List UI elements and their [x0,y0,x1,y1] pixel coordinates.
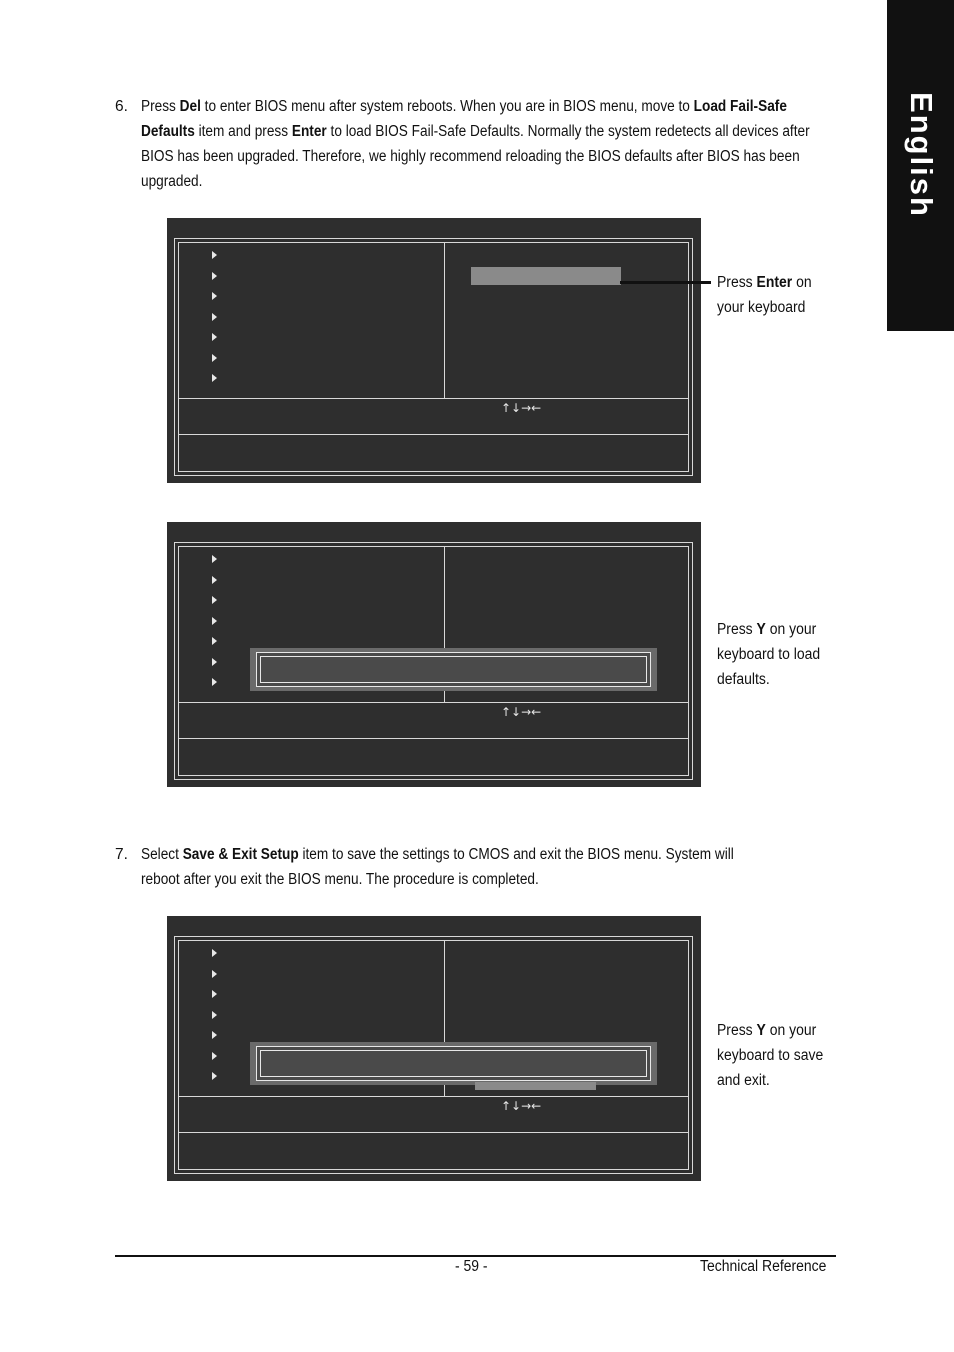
bios-inner-frame [178,940,689,1170]
callout-leader-line [620,281,711,284]
callout-press-y-load: Press Y on your keyboard to load defaults. [717,621,821,688]
save-exit-dialog[interactable] [250,1042,657,1085]
navigation-arrows-icon: ↑↓→← [501,1099,542,1113]
menu-arrow-icon [212,292,217,300]
bios-inner-frame [178,242,689,472]
menu-arrow-icon [212,949,217,957]
section-title: Technical Reference [700,1258,827,1275]
step-6-text: Press Del to enter BIOS menu after system reboots. When you are in BIOS menu, move to Load Fail-Safe Defaults item and press Enter to load BIOS Fail-Safe Defaults. Normally the system redetects all devices after BIOS has been upgraded. Therefore, we highly recommend reloading the BIOS defaults after BIOS has been upgraded. [141,98,810,190]
menu-arrow-icon [212,678,217,686]
menu-arrow-icon [212,990,217,998]
bios-frame [174,542,693,780]
bios-frame [174,238,693,476]
menu-arrow-icon [212,1031,217,1039]
menu-arrow-icon [212,1011,217,1019]
navigation-arrows-icon: ↑↓→← [501,401,542,415]
bios-screen-confirm-load [167,522,701,787]
confirm-dialog[interactable] [250,648,657,691]
step-6-number: 6. [115,98,128,115]
menu-arrow-icon [212,617,217,625]
step-7-text: Select Save & Exit Setup item to save the settings to CMOS and exit the BIOS menu. System will reboot after you exit the BIOS menu. The procedure is completed. [141,846,734,888]
bios-screen-save-exit [167,916,701,1181]
navigation-arrows-icon: ↑↓→← [501,705,542,719]
callout-press-y-save: Press Y on your keyboard to save and exit. [717,1022,824,1089]
menu-arrow-icon [212,596,217,604]
menu-arrow-icon [212,251,217,259]
menu-arrow-icon [212,658,217,666]
menu-arrow-icon [212,333,217,341]
menu-arrow-icon [212,374,217,382]
page-number: - 59 - [455,1258,488,1275]
language-tab [887,0,954,331]
menu-highlight-save-exit-setup[interactable] [475,1082,596,1090]
menu-arrow-icon [212,970,217,978]
menu-arrow-icon [212,1072,217,1080]
menu-arrow-icon [212,354,217,362]
menu-arrow-icon [212,1052,217,1060]
language-tab-label: English [903,92,939,218]
bios-screen-load-defaults [167,218,701,483]
callout-press-enter: Press Enter on your keyboard [717,274,812,316]
menu-arrow-icon [212,576,217,584]
step-7-number: 7. [115,846,128,863]
menu-arrow-icon [212,555,217,563]
bios-frame [174,936,693,1174]
bios-inner-frame [178,546,689,776]
menu-arrow-icon [212,313,217,321]
menu-arrow-icon [212,272,217,280]
menu-arrow-icon [212,637,217,645]
menu-highlight-load-fail-safe-defaults[interactable] [471,267,621,285]
